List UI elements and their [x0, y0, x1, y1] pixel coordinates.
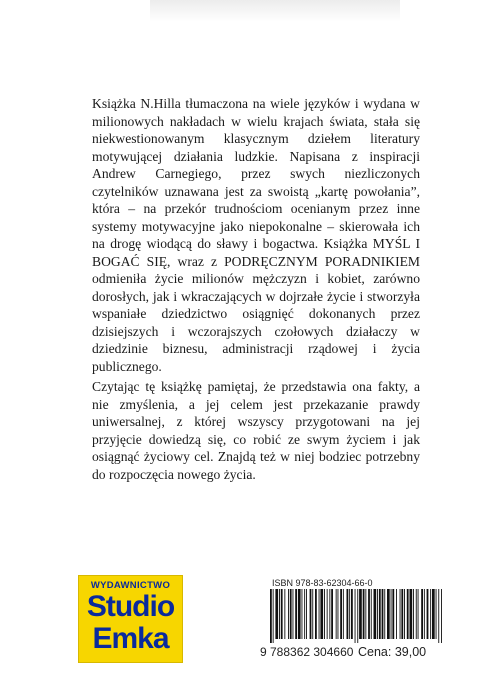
- barcode-bar: [410, 589, 413, 639]
- barcode-bar: [359, 589, 362, 639]
- barcode-bar: [413, 589, 414, 639]
- barcode-bar: [371, 589, 372, 639]
- barcode-bar: [340, 589, 342, 639]
- barcode-bar: [430, 589, 431, 639]
- barcode-bar: [368, 589, 370, 639]
- barcode-bar: [312, 589, 313, 639]
- barcode-bar: [365, 589, 366, 639]
- barcode-bar: [281, 589, 283, 639]
- barcode-bar: [315, 589, 317, 639]
- description-paragraph-1: Książka N.Hilla tłumaczona na wiele języków i wydana w milionowych nakładach w wielu krajach świata, stała się niekwestionowanym klasycznym dziełem literatury motywującej działania ludzkie. Napisana z inspiracji Andrew Carnegiego, przez swych niezliczonych czytelników uznawana jest za swoistą „kartę powołania”, która – na przekór trudnościom ocenianym przez inne systemy motywacyjne jako niepokonalne – skierowała ich na drogę wiodącą do sławy i bogactwa. Książka MYŚL I BOGAĆ SIĘ, wraz z PODRĘCZNYM PORADNIKIEM odmieniła życie milionów mężczyzn i kobiet, zarówno dorosłych, jak i wkraczających w dojrzałe życie i stworzyła wspaniałe dziedzictwo osiągnięć dokonanych przez dzisiejszych i wczorajszych czołowych działaczy w dziedzinie biznesu, administracji rządowej i życia publicznego.: [92, 96, 420, 374]
- barcode-bar: [382, 589, 384, 639]
- barcode-bar: [424, 589, 425, 639]
- barcode-bar: [329, 589, 330, 639]
- barcode-bar: [418, 589, 419, 639]
- barcode-bar: [379, 589, 381, 639]
- barcode-bar: [407, 589, 409, 639]
- barcode-bar: [421, 589, 423, 639]
- barcode-bar: [357, 589, 358, 643]
- barcode-bar: [338, 589, 339, 639]
- isbn-label: ISBN 978-83-62304-66-0: [272, 578, 373, 588]
- barcode-bar: [349, 589, 350, 639]
- barcode-bar: [293, 589, 294, 639]
- barcode-bar: [275, 589, 278, 639]
- description-paragraph-2: Czytając tę książkę pamiętaj, że przedstawia ona fakty, a nie zmyślenia, a jej celem jest przekazanie prawdy uniwersalnej, z której wszyscy przygotowani na jej przyjęcie dowiedzą się, co robić ze swym życiem i jak osiągnąć życiowy cel. Znajdą też w niej bodziec potrzebny do rozpoczęcia nowego życia.: [92, 379, 420, 482]
- barcode-bar: [432, 589, 435, 639]
- barcode-bar: [310, 589, 312, 639]
- barcode-digits: 9 788362 304660: [260, 645, 354, 659]
- publisher-logo-line3: Emka: [92, 622, 169, 655]
- barcode-bar: [319, 589, 320, 639]
- publisher-logo-line1: WYDAWNICTWO: [90, 580, 171, 591]
- barcode-bar: [401, 589, 403, 639]
- top-shadow: [150, 0, 400, 22]
- barcode-bar: [298, 589, 301, 639]
- barcode-bar: [355, 589, 356, 643]
- barcode-bar: [343, 589, 344, 639]
- barcode-bar: [336, 589, 337, 639]
- barcode-bar: [279, 589, 280, 639]
- publisher-logo-line2: Studio: [86, 590, 175, 623]
- barcode-bar: [363, 589, 365, 639]
- barcode-bar: [374, 589, 377, 639]
- barcode-bar: [404, 589, 405, 639]
- barcode-bar: [324, 589, 325, 639]
- barcode-bar: [273, 589, 274, 643]
- barcode-bar: [331, 589, 333, 639]
- barcode-bar: [384, 589, 385, 639]
- barcode-bar: [295, 589, 297, 639]
- barcode: [268, 589, 444, 643]
- barcode-bar: [436, 589, 437, 639]
- barcode-bar: [304, 589, 305, 639]
- back-cover-description: [92, 95, 420, 483]
- barcode-bar: [427, 589, 429, 639]
- barcode-bar: [284, 589, 285, 639]
- barcode-bar: [416, 589, 417, 639]
- publisher-logo: [78, 575, 183, 663]
- barcode-bar: [377, 589, 378, 639]
- barcode-bar: [391, 589, 392, 639]
- barcode-bar: [347, 589, 349, 639]
- barcode-bar: [392, 589, 394, 639]
- barcode-bar: [270, 589, 272, 643]
- price-label: Cena: 39,00: [358, 645, 427, 659]
- barcode-bar: [400, 589, 401, 639]
- barcode-bar: [288, 589, 289, 639]
- barcode-bar: [351, 589, 353, 639]
- barcode-bar: [327, 589, 328, 639]
- barcode-bar: [320, 589, 323, 639]
- barcode-bar: [387, 589, 390, 639]
- barcode-bar: [302, 589, 303, 639]
- barcode-bar: [290, 589, 292, 639]
- barcode-bar: [438, 589, 439, 643]
- barcode-bar: [441, 589, 442, 643]
- barcode-bar: [306, 589, 307, 639]
- barcode-bar: [396, 589, 397, 639]
